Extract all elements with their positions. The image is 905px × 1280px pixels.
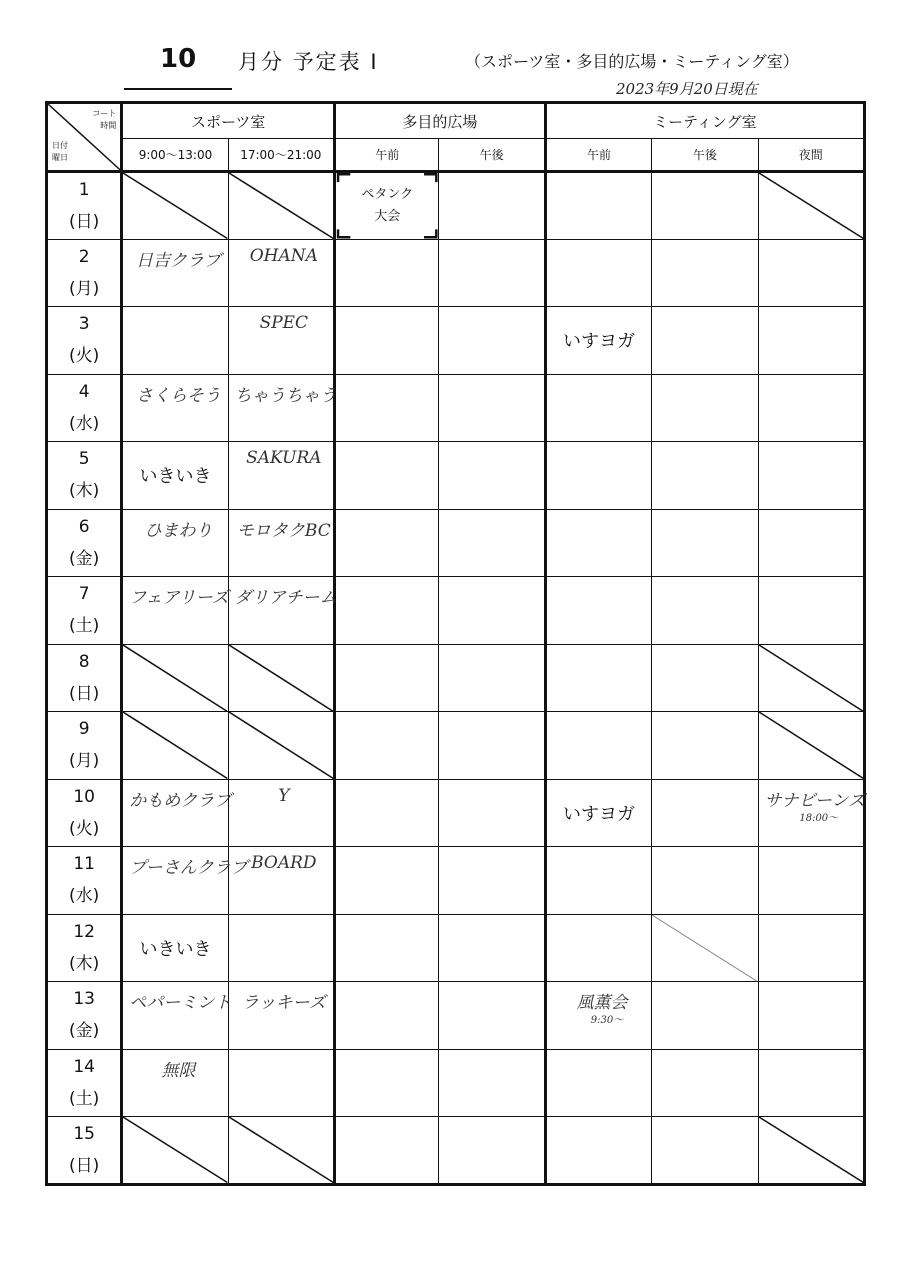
empty-cell[interactable]: [652, 1117, 758, 1185]
booking-cell[interactable]: [228, 442, 334, 510]
empty-cell[interactable]: [335, 374, 439, 442]
booking-text: サナビーンズ: [764, 790, 866, 811]
closed-diagonal: [759, 1117, 863, 1183]
booking-text: Y: [278, 785, 290, 806]
table-row: [47, 847, 865, 915]
booking-text: モロタクBC: [236, 520, 331, 541]
empty-cell[interactable]: [652, 577, 758, 645]
day-number: 15: [73, 1123, 95, 1144]
empty-cell[interactable]: [652, 172, 758, 240]
empty-cell[interactable]: [335, 307, 439, 375]
empty-cell[interactable]: [439, 239, 545, 307]
booking-text: ラッキーズ: [241, 993, 326, 1013]
empty-cell[interactable]: [545, 1117, 651, 1185]
empty-cell[interactable]: [439, 1049, 545, 1117]
empty-cell[interactable]: [758, 847, 864, 915]
table-row: [47, 374, 865, 442]
empty-cell[interactable]: [439, 982, 545, 1050]
table-row: [47, 172, 865, 240]
header-plaza-pm: 午後: [439, 139, 545, 172]
empty-cell[interactable]: [652, 1049, 758, 1117]
corner-date-label: [52, 140, 68, 164]
event-bracket: [336, 173, 438, 239]
day-of-week: (月): [69, 278, 100, 299]
day-of-week: (水): [69, 413, 100, 434]
empty-cell[interactable]: [545, 914, 651, 982]
corner-header: [47, 103, 122, 172]
header-sports-slot2: 17:00～21:00: [228, 139, 334, 172]
header-plaza: 多目的広場: [335, 103, 546, 139]
empty-cell[interactable]: [758, 239, 864, 307]
empty-cell[interactable]: [335, 1049, 439, 1117]
booking-text: SAKURA: [246, 448, 322, 468]
empty-cell[interactable]: [652, 847, 758, 915]
day-of-week: (火): [69, 346, 100, 367]
booking-cell[interactable]: [545, 307, 651, 375]
empty-cell[interactable]: [652, 442, 758, 510]
booking-time: 9:30～: [590, 1015, 624, 1026]
booking-cell[interactable]: [122, 914, 228, 982]
event-cell[interactable]: [335, 172, 439, 240]
empty-cell[interactable]: [439, 172, 545, 240]
day-number: 8: [78, 651, 90, 672]
empty-cell[interactable]: [758, 982, 864, 1050]
date-cell: [47, 509, 122, 577]
empty-cell[interactable]: [545, 577, 651, 645]
closed-cell: [122, 644, 228, 712]
schedule-body: [47, 172, 865, 1185]
closed-cell: [758, 172, 864, 240]
table-row: [47, 239, 865, 307]
booking-text: いすヨガ: [562, 331, 635, 353]
empty-cell[interactable]: [545, 172, 651, 240]
empty-cell[interactable]: [652, 307, 758, 375]
closed-diagonal: [123, 645, 227, 712]
booking-text: かもめクラブ: [129, 790, 232, 811]
empty-cell[interactable]: [652, 644, 758, 712]
date-cell: [47, 374, 122, 442]
booking-text: 風薫会: [576, 993, 628, 1013]
booking-cell[interactable]: [122, 1049, 228, 1117]
booking-text: ひまわり: [144, 520, 213, 541]
day-number: 13: [73, 989, 95, 1010]
table-row: [47, 577, 865, 645]
booking-text: プーさんクラブ: [129, 858, 248, 878]
empty-cell[interactable]: [652, 779, 758, 847]
booking-cell[interactable]: [122, 577, 228, 645]
empty-cell[interactable]: [335, 1117, 439, 1185]
booking-text: ちゃうちゃう: [234, 385, 337, 406]
empty-cell[interactable]: [758, 577, 864, 645]
date-cell: [47, 982, 122, 1050]
day-number: 4: [78, 381, 90, 402]
empty-cell[interactable]: [228, 1049, 334, 1117]
empty-cell[interactable]: [335, 712, 439, 780]
event-type: 大会: [374, 208, 401, 224]
booking-cell[interactable]: [545, 779, 651, 847]
empty-cell[interactable]: [545, 442, 651, 510]
empty-cell[interactable]: [439, 847, 545, 915]
day-of-week: (日): [69, 211, 100, 232]
closed-diagonal: [759, 712, 863, 779]
closed-cell: [228, 644, 334, 712]
closed-diagonal: [123, 1117, 227, 1183]
header-meeting-room: ミーティング室: [545, 103, 864, 139]
empty-cell[interactable]: [545, 644, 651, 712]
empty-cell[interactable]: [439, 442, 545, 510]
empty-cell[interactable]: [758, 374, 864, 442]
date-cell: [47, 577, 122, 645]
day-number: 6: [78, 516, 90, 537]
closed-cell: [758, 712, 864, 780]
day-number: 7: [78, 584, 90, 605]
empty-cell[interactable]: [335, 509, 439, 577]
booking-cell[interactable]: [228, 239, 334, 307]
empty-cell[interactable]: [652, 982, 758, 1050]
table-row: [47, 1049, 865, 1117]
day-of-week: (金): [69, 548, 100, 569]
booking-cell[interactable]: [228, 779, 334, 847]
empty-cell[interactable]: [335, 982, 439, 1050]
day-of-week: (月): [69, 751, 100, 772]
empty-cell[interactable]: [439, 307, 545, 375]
empty-cell[interactable]: [439, 779, 545, 847]
booking-text: いきいき: [139, 466, 212, 488]
day-number: 2: [78, 246, 90, 267]
booking-text: ペパーミント: [129, 993, 232, 1013]
page-title: [120, 40, 880, 84]
day-of-week: (水): [69, 886, 100, 907]
empty-cell[interactable]: [758, 914, 864, 982]
date-cell: [47, 442, 122, 510]
empty-cell[interactable]: [439, 509, 545, 577]
day-number: 5: [78, 449, 90, 470]
as-of-date: 2023年9月20日現在: [616, 80, 758, 98]
empty-cell[interactable]: [335, 577, 439, 645]
closed-cell: [758, 644, 864, 712]
date-cell: [47, 1117, 122, 1185]
month-underline: [124, 88, 232, 90]
booking-text: 無限: [161, 1060, 196, 1081]
corner-court-label: [92, 108, 116, 132]
corner-dow-text: 曜日: [52, 153, 68, 162]
date-cell: [47, 172, 122, 240]
empty-cell[interactable]: [758, 509, 864, 577]
empty-cell[interactable]: [758, 442, 864, 510]
booking-cell[interactable]: [122, 982, 232, 1050]
booking-text: OHANA: [249, 245, 318, 266]
empty-cell[interactable]: [439, 914, 545, 982]
empty-cell[interactable]: [335, 847, 439, 915]
day-number: 11: [73, 854, 95, 875]
booking-cell[interactable]: [122, 374, 228, 442]
day-of-week: (日): [69, 1155, 100, 1176]
booking-cell[interactable]: [228, 307, 334, 375]
closed-diagonal: [652, 915, 757, 982]
empty-cell[interactable]: [545, 374, 651, 442]
empty-cell[interactable]: [439, 712, 545, 780]
closed-diagonal: [123, 712, 227, 779]
closed-cell: [122, 1117, 228, 1185]
booking-cell[interactable]: [122, 847, 248, 915]
empty-cell[interactable]: [335, 442, 439, 510]
table-row: [47, 914, 865, 982]
header-sports-slot1: 9:00～13:00: [122, 139, 228, 172]
header-meeting-pm: 午後: [652, 139, 758, 172]
empty-cell[interactable]: [439, 644, 545, 712]
struck-cell[interactable]: [652, 914, 758, 982]
booking-text: いすヨガ: [562, 803, 635, 825]
date-cell: [47, 779, 122, 847]
empty-cell[interactable]: [545, 712, 651, 780]
empty-cell[interactable]: [545, 509, 651, 577]
day-of-week: (火): [69, 818, 100, 839]
date-cell: [47, 914, 122, 982]
schedule-table: [45, 101, 866, 1186]
rooms-subtitle: （スポーツ室・多目的広場・ミーティング室）: [465, 52, 799, 71]
empty-cell[interactable]: [335, 914, 439, 982]
day-of-week: (木): [69, 481, 100, 502]
table-row: [47, 509, 865, 577]
empty-cell[interactable]: [545, 1049, 651, 1117]
table-row: [47, 307, 865, 375]
booking-text: いきいき: [139, 938, 212, 960]
table-row: [47, 712, 865, 780]
closed-diagonal: [229, 1117, 333, 1183]
corner-court-text: コート: [92, 109, 117, 118]
empty-cell[interactable]: [439, 577, 545, 645]
empty-cell[interactable]: [758, 307, 864, 375]
table-row: [47, 1117, 865, 1185]
closed-diagonal: [759, 173, 863, 239]
booking-text: フェアリーズ: [129, 588, 229, 608]
day-number: 14: [73, 1056, 95, 1077]
empty-cell[interactable]: [652, 374, 758, 442]
closed-diagonal: [229, 173, 333, 239]
booking-cell[interactable]: [122, 239, 228, 307]
booking-cell[interactable]: [758, 779, 864, 847]
date-cell: [47, 712, 122, 780]
empty-cell[interactable]: [439, 1117, 545, 1185]
header-meeting-am: 午前: [545, 139, 651, 172]
empty-cell[interactable]: [122, 307, 228, 375]
booking-cell[interactable]: [122, 779, 232, 847]
empty-cell[interactable]: [335, 239, 439, 307]
empty-cell[interactable]: [652, 509, 758, 577]
table-row: [47, 442, 865, 510]
booking-cell[interactable]: [228, 847, 334, 915]
closed-diagonal: [759, 645, 863, 712]
closed-diagonal: [123, 173, 227, 239]
month-number: 10: [160, 44, 197, 74]
header-plaza-am: 午前: [335, 139, 439, 172]
day-number: 1: [78, 179, 90, 200]
closed-cell: [122, 712, 228, 780]
day-number: 12: [73, 921, 95, 942]
booking-time: 18:00～: [799, 812, 839, 824]
empty-cell[interactable]: [652, 239, 758, 307]
empty-cell[interactable]: [439, 374, 545, 442]
date-cell: [47, 239, 122, 307]
booking-cell[interactable]: [228, 577, 337, 645]
booking-text: SPEC: [259, 313, 309, 333]
empty-cell[interactable]: [335, 779, 439, 847]
closed-diagonal: [229, 712, 333, 779]
day-of-week: (木): [69, 953, 100, 974]
closed-cell: [758, 1117, 864, 1185]
booking-text: BOARD: [251, 853, 317, 873]
corner-date-text: 日付: [52, 141, 68, 150]
booking-text: 日吉クラブ: [135, 250, 221, 271]
closed-cell: [228, 712, 334, 780]
day-of-week: (日): [69, 683, 100, 704]
empty-cell[interactable]: [652, 712, 758, 780]
date-cell: [47, 847, 122, 915]
booking-cell[interactable]: [122, 509, 228, 577]
date-cell: [47, 1049, 122, 1117]
empty-cell[interactable]: [228, 914, 334, 982]
closed-diagonal: [229, 645, 333, 712]
day-number: 10: [73, 786, 95, 807]
date-cell: [47, 307, 122, 375]
empty-cell[interactable]: [758, 1049, 864, 1117]
event-name: ペタンク: [361, 186, 414, 202]
table-row: [47, 982, 865, 1050]
booking-cell[interactable]: [228, 374, 337, 442]
booking-cell[interactable]: [122, 442, 228, 510]
booking-cell[interactable]: [545, 982, 651, 1050]
day-of-week: (土): [69, 616, 100, 637]
empty-cell[interactable]: [545, 239, 651, 307]
day-number: 9: [78, 719, 90, 740]
header-sports-room: スポーツ室: [122, 103, 335, 139]
closed-cell: [228, 172, 334, 240]
empty-cell[interactable]: [545, 847, 651, 915]
corner-time-text: 時間: [100, 121, 117, 130]
day-of-week: (金): [69, 1021, 100, 1042]
day-of-week: (土): [69, 1088, 100, 1109]
booking-text: さくらそう: [135, 385, 221, 406]
table-row: [47, 779, 865, 847]
schedule-title: 月分 予定表 Ⅰ: [238, 50, 379, 74]
booking-cell[interactable]: [228, 982, 334, 1050]
closed-cell: [228, 1117, 334, 1185]
booking-cell[interactable]: [228, 509, 334, 577]
empty-cell[interactable]: [335, 644, 439, 712]
date-cell: [47, 644, 122, 712]
day-number: 3: [78, 314, 90, 335]
booking-text: ダリアチーム: [234, 588, 337, 608]
table-row: [47, 644, 865, 712]
closed-cell: [122, 172, 228, 240]
header-meeting-night: 夜間: [758, 139, 864, 172]
